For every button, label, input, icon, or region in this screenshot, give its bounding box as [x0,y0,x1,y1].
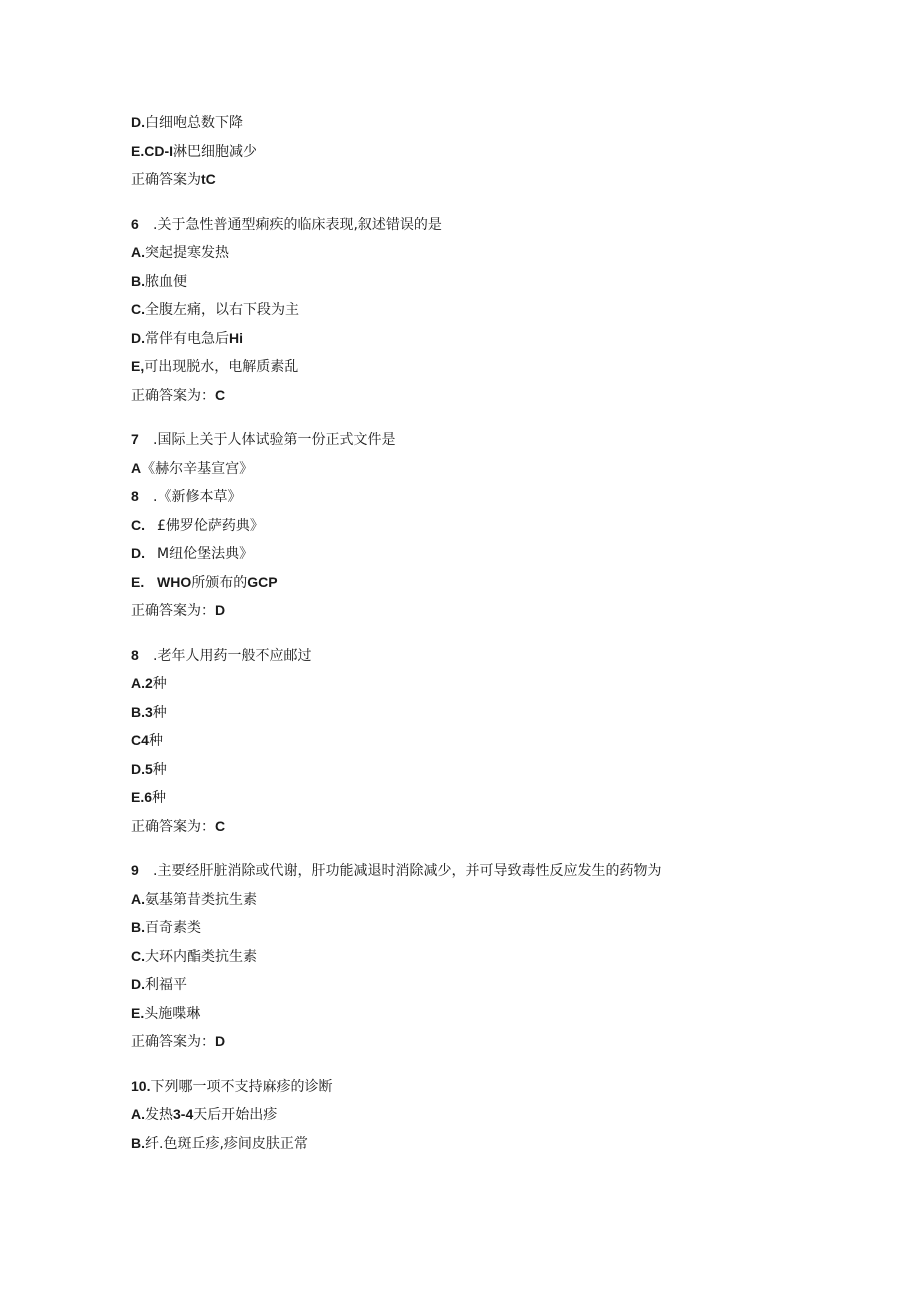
answer-line [131,165,891,194]
text-line [131,454,891,483]
line-lead: A.2 [131,675,153,691]
answer-label: 正确答案为： [131,818,215,835]
text-line [131,942,891,971]
answer-value: C [215,386,226,403]
line-lead: B. [131,919,145,935]
question-line [131,210,891,239]
section-gap [131,194,891,210]
text-line [131,755,891,784]
question-text: .关于急性普通型痢疾的临床表现,叙述错误的是 [153,216,442,233]
line-text: 百奇素类 [145,920,201,936]
line-text: 白细咆总数下降 [145,115,243,131]
text-line [131,295,891,324]
text-line [131,1072,891,1101]
line-text: 全腹左痛，以右下段为主 [145,302,299,318]
line-lead: E.6 [131,789,153,805]
line-text: 种 [152,676,167,692]
line-lead: C. [131,301,145,317]
line-lead: E. [131,1004,145,1021]
line-lead: 10. [131,1077,151,1094]
line-text: 常伴有电急后 [145,330,229,347]
line-text: 种 [152,790,167,806]
line-text: 突起提寒发热 [145,245,229,261]
question-number: 9 [131,862,139,878]
question-line [131,425,891,454]
section-gap [131,840,891,856]
line-text: 《赫尔辛基宣宫》 [141,460,254,477]
text-line [131,352,891,381]
option-label: C. [131,516,145,533]
text-line [131,783,891,812]
line-text: 可出现脱水，电解质素乱 [144,359,299,375]
text-line [131,698,891,727]
line-text: 淋巴细胞减少 [173,143,257,160]
line-lead: D.5 [131,760,153,777]
answer-label: 正确答案为： [131,603,215,619]
option-text: M纽伦堡法典》 [157,546,254,562]
answer-label: 正确答案为： [131,387,215,404]
line-text-2: 天后开始出疹 [193,1107,278,1123]
line-text: 下列哪一项不支持麻疹的诊断 [150,1078,333,1095]
text-line [131,267,891,296]
text-line [131,324,891,353]
text-line [131,238,891,267]
answer-line [131,596,891,625]
line-text: 大环内酯类抗生素 [145,948,257,965]
line-lead: C4 [131,732,149,748]
line-lead: C. [131,947,145,964]
text-line [131,1100,891,1129]
section-gap [131,409,891,425]
line-lead: A. [131,244,145,260]
answer-line [131,1027,891,1056]
line-text: 氨基第昔类抗生素 [145,891,257,908]
question-text: .老年人用药一般不应邮过 [153,647,312,664]
line-text: 发热 [145,1107,173,1123]
option-text: £佛罗伦萨药典》 [157,517,264,534]
answer-value: C [215,817,226,834]
option-label: E. [131,573,145,590]
line-text: 种 [152,761,167,778]
option-line [131,511,891,540]
answer-value: D [215,1033,226,1049]
question-text: .主要经肝脏消除或代谢，肝功能减退时消除减少，并可导致毒性反应发生的药物为 [153,863,662,879]
line-text: 种 [148,733,163,749]
line-lead: B. [131,1134,145,1151]
question-number: 6 [131,215,139,232]
line-text: 头施喋琳 [144,1005,201,1022]
line-mid: 3-4 [173,1106,194,1122]
option-lead: WHO [157,573,192,590]
text-line [131,885,891,914]
line-lead: A [131,459,142,476]
answer-line [131,812,891,841]
answer-value: D [215,602,226,618]
answer-line [131,381,891,410]
line-text: 种 [152,704,167,721]
line-lead: E.CD-I [131,142,173,159]
answer-value: tC [201,171,216,187]
question-text: .《新修本草》 [153,489,242,505]
option-tail: GCP [247,573,278,590]
line-text: 纤.色斑丘疹,疹间皮肤正常 [145,1135,308,1152]
line-lead: B. [131,272,145,289]
question-number: 8 [131,646,139,663]
option-text: 所颁布的 [191,574,248,591]
line-lead: B.3 [131,703,153,720]
line-text: 脓血便 [145,273,187,290]
line-lead: A. [131,890,145,907]
question-number: 7 [131,431,139,447]
section-gap [131,1056,891,1072]
question-line [131,641,891,670]
line-tail: Hi [229,329,243,346]
line-lead: A. [131,1106,145,1122]
option-line [131,568,891,597]
question-line [131,856,891,885]
text-line [131,669,891,698]
option-label: D. [131,545,145,561]
text-line [131,913,891,942]
text-line [131,999,891,1028]
text-line [131,108,891,137]
line-lead: D. [131,114,145,130]
text-line [131,137,891,166]
line-lead: E, [131,358,145,374]
line-text: 利福平 [145,977,187,993]
section-gap [131,625,891,641]
answer-label: 正确答案为 [131,172,201,188]
text-line [131,726,891,755]
text-line [131,970,891,999]
question-list [131,108,891,1157]
line-lead: D. [131,329,145,346]
question-line [131,482,891,511]
text-line [131,1129,891,1158]
line-lead: D. [131,976,145,992]
question-number: 8 [131,488,139,504]
answer-label: 正确答案为： [131,1034,215,1050]
question-text: .国际上关于人体试验第一份正式文件是 [153,432,396,448]
option-line [131,539,891,568]
